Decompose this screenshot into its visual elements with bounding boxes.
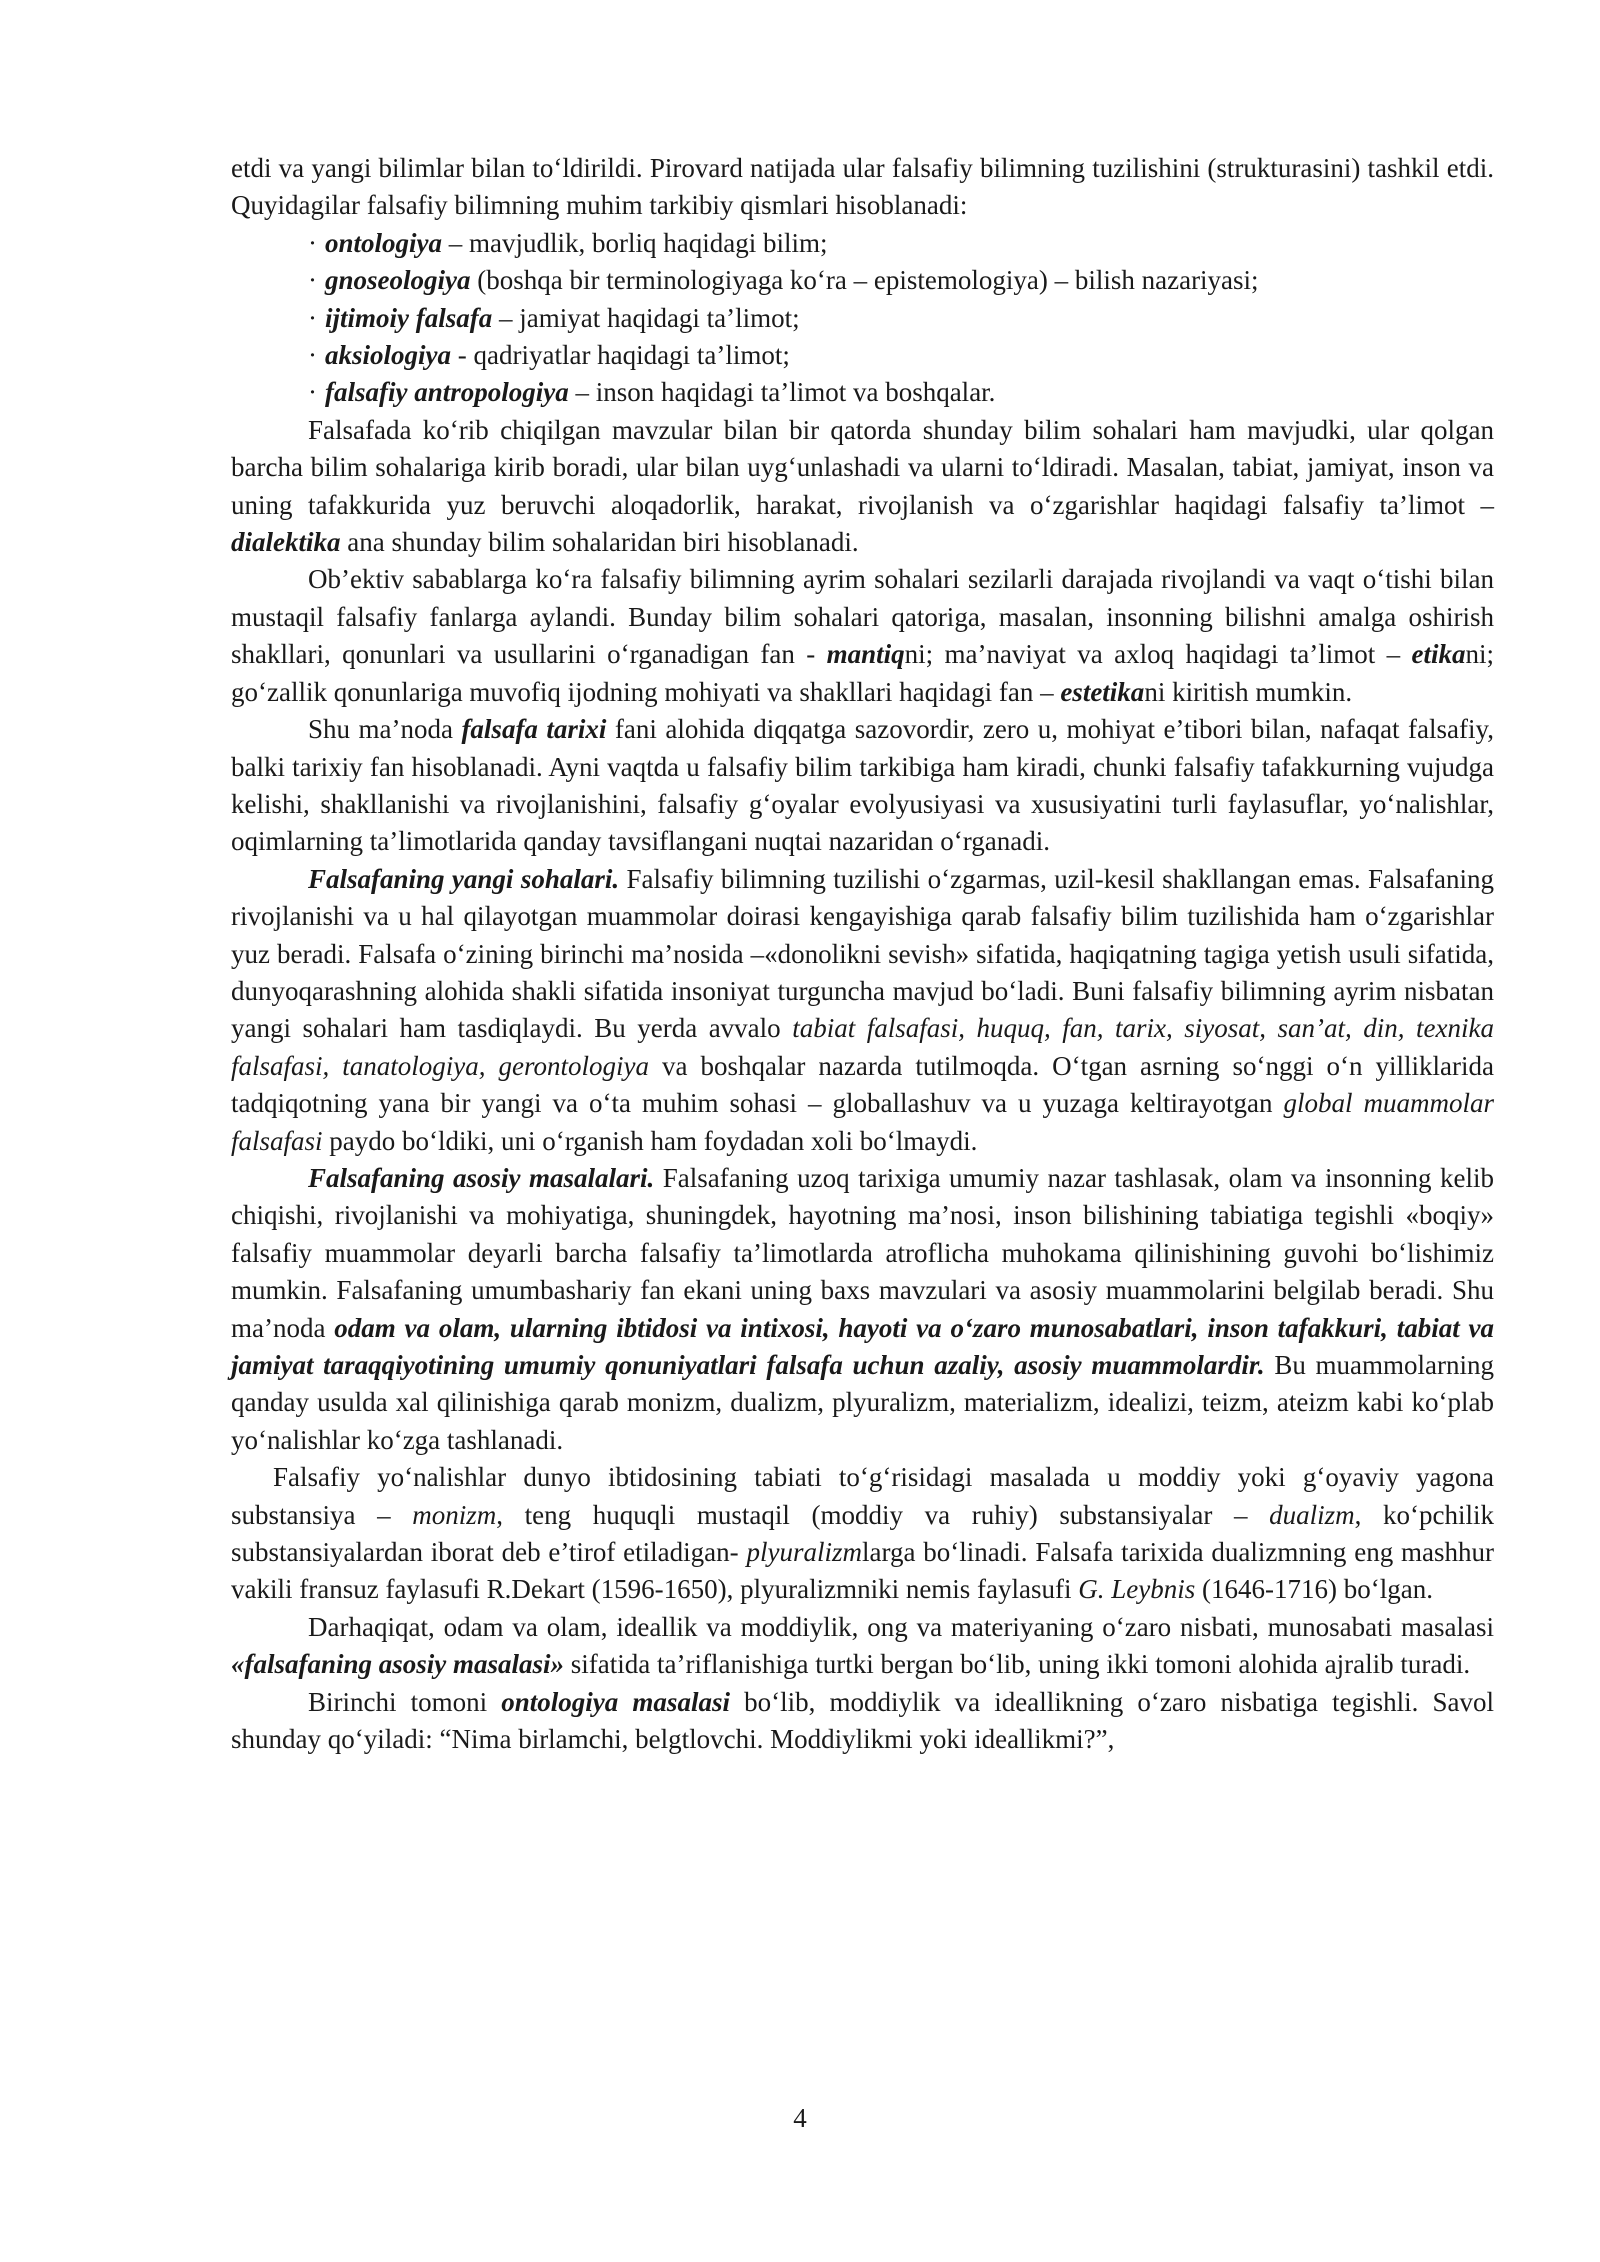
term-dualizm: dualizm [1269, 1499, 1355, 1530]
knowledge-components-list [231, 225, 1494, 412]
paragraph-history-of-philosophy: Shu ma’noda falsafa tarixi fani alohida diqqatga sazovordir, zero u, mohiyat e’tibori bilan, nafaqat falsafiy, balki tarixiy fan hisoblanadi. Ayni vaqtda u falsafiy bilim tarkibiga ham kiradi, chunki falsafiy tafakkurning vujudga kelishi, shakllanishi va rivojlanishini, falsafiy g‘oyalar evolyusiyasi va xususiyatini turli faylasuflar, yo‘nalishlar, oqimlarning ta’limotlarida qanday tavsiflangani nuqtai nazaridan o‘rganadi. [231, 714, 1494, 857]
page-number: 4 [793, 2103, 807, 2133]
list-item: · falsafiy antropologiya – inson haqidagi ta’limot va boshqalar. [308, 377, 996, 408]
term-plyuralizm: plyuralizm [746, 1537, 862, 1568]
list-term: gnoseologiya [325, 265, 471, 296]
bullet-dot: · [308, 265, 317, 296]
term-basic-question: «falsafaning asosiy masalasi» [231, 1649, 565, 1680]
list-item: · ontologiya – mavjudlik, borliq haqidagi bilim; [308, 227, 828, 258]
name-leybnis: G. Leybnis [1078, 1574, 1196, 1605]
paragraph-basic-question: Darhaqiqat, odam va olam, ideallik va moddiylik, ong va materiyaning o‘zaro nisbati, munosabati masalasi «falsafaning asosiy masalasi» sifatida ta’riflanishiga turtki bergan bo‘lib, uning ikki tomoni alohida ajralib turadi. [231, 1611, 1494, 1680]
list-term: falsafiy antropologiya [325, 377, 569, 408]
term-mantiq: mantiq [826, 639, 905, 670]
paragraph-new-fields: Falsafaning yangi sohalari. Falsafiy bilimning tuzilishi o‘zgarmas, uzil-kesil shakllangan emas. Falsafaning rivojlanishi va u hal qilayotgan muammolar doirasi kengayishiga qarab falsafiy bilim tuzilishida ham o‘zgarishlar yuz beradi. Falsafa o‘zining birinchi ma’nosida –«donolikni sevish» sifatida, haqiqatning tagiga yetish usuli sifatida, dunyoqarashning alohida shakli sifatida insoniyat turguncha mavjud bo‘ladi. Buni falsafiy bilimning ayrim nisbatan yangi sohalari ham tasdiqlaydi. Bu yerda avvalo tabiat falsafasi, huquq, fan, tarix, siyosat, san’at, din, texnika falsafasi, tanatologiya, gerontologiya va boshqalar nazarda tutilmoqda. O‘tgan asrning so‘nggi o‘n yilliklarida tadqiqotning yana bir yangi va o‘ta muhim sohasi – globallashuv va u yuzaga keltirayotgan global muammolar falsafasi paydo bo‘ldiki, uni o‘rganish ham foydadan xoli bo‘lmaydi. [231, 863, 1494, 1156]
term-monizm: monizm [412, 1499, 497, 1530]
paragraph-directions: Falsafiy yo‘nalishlar dunyo ibtidosining tabiati to‘g‘risidagi masalada u moddiy yoki g‘oyaviy yagona substansiya – monizm, teng huquqli mustaqil (moddiy va ruhiy) substansiyalar – dualizm, ko‘pchilik substansiyalardan iborat deb e’tirof etiladigan- plyuralizmlarga bo‘linadi. Falsafa tarixida dualizmning eng mashhur vakili fransuz faylasufi R.Dekart (1596-1650), plyuralizmniki nemis faylasufi G. Leybnis (1646-1716) bo‘lgan. [231, 1462, 1495, 1605]
bullet-dot: · [308, 340, 317, 371]
term-etika: etika [1411, 639, 1466, 670]
italic-global-problems: global muammolar falsafasi [231, 1088, 1494, 1156]
list-term: aksiologiya [325, 340, 451, 371]
paragraph-disciplines: Ob’ektiv sabablarga ko‘ra falsafiy bilimning ayrim sohalari sezilarli darajada rivojlandi va vaqt o‘tishi bilan mustaqil falsafiy fanlarga aylandi. Bunday bilim sohalari qatoriga, masalan, insonning bilishni amalga oshirish shakllari, qonunlari va usullarini o‘rganadigan fan - mantiqni; ma’naviyat va axloq haqidagi ta’limot – etikani; go‘zallik qonunlariga muvofiq ijodning mohiyati va shakllari haqidagi fan – estetikani kiritish mumkin. [231, 564, 1494, 707]
list-term: ijtimoiy falsafa [325, 302, 493, 333]
term-dialektika: dialektika [231, 527, 341, 558]
italic-fields-list: tabiat falsafasi, huquq, fan, tarix, siyosat, san’at, din, texnika falsafasi, tanatologiya, gerontologiya [231, 1013, 1494, 1081]
bullet-dot: · [308, 377, 317, 408]
list-item: · ijtimoiy falsafa – jamiyat haqidagi ta’limot; [308, 302, 800, 333]
section-heading-new-fields: Falsafaning yangi sohalari. [308, 863, 620, 894]
list-item: · gnoseologiya (boshqa bir terminologiyaga ko‘ra – epistemologiya) – bilish nazariyasi; [308, 265, 1259, 296]
paragraph-main-questions: Falsafaning asosiy masalalari. Falsafaning uzoq tarixiga umumiy nazar tashlasak, olam va insonning kelib chiqishi, rivojlanishi va mohiyatiga, shuningdek, hayotning ma’nosi, inson bilishining tabiatiga tegishli «boqiy» falsafiy muammolar deyarli barcha falsafiy ta’limotlarda atroflicha muhokama qilinishining guvohi bo‘lishimiz mumkin. Falsafaning umumbashariy fan ekani uning baxs mavzulari va asosiy muammolarini belgilab beradi. Shu ma’noda odam va olam, ularning ibtidosi va intixosi, hayoti va o‘zaro munosabatlari, inson tafakkuri, tabiat va jamiyat taraqqiyotining umumiy qonuniyatlari falsafa uchun azaliy, asosiy muammolardir. Bu muammolarning qanday usulda xal qilinishiga qarab monizm, dualizm, plyuralizm, materializm, idealizi, teizm, ateizm kabi ko‘plab yo‘nalishlar ko‘zga tashlanadi. [231, 1162, 1495, 1455]
list-term: ontologiya [325, 227, 443, 258]
paragraph-dialectics: Falsafada ko‘rib chiqilgan mavzular bilan bir qatorda shunday bilim sohalari ham mavjudki, ular qolgan barcha bilim sohalariga kirib boradi, ular bilan uyg‘unlashadi va ularni to‘ldiradi. Masalan, tabiat, jamiyat, inson va uning tafakkurida yuz beruvchi aloqadorlik, harakat, rivojlanish va o‘zgarishlar haqidagi falsafiy ta’limot – dialektika ana shunday bilim sohalaridan biri hisoblanadi. [231, 414, 1494, 558]
term-falsafa-tarixi: falsafa tarixi [461, 714, 607, 745]
paragraph-intro: etdi va yangi bilimlar bilan to‘ldirildi. Pirovard natijada ular falsafiy bilimning tuzilishini (strukturasini) tashkil etdi. Quyidagilar falsafiy bilimning muhim tarkibiy qismlari hisoblanadi: [231, 153, 1494, 221]
section-heading-main-questions: Falsafaning asosiy masalalari. [308, 1162, 655, 1193]
list-item: · aksiologiya - qadriyatlar haqidagi ta’limot; [308, 340, 790, 371]
document-page [231, 150, 1494, 1758]
term-estetika: estetika [1060, 676, 1145, 707]
bullet-dot: · [308, 302, 317, 333]
emphasis-main-problems: odam va olam, ularning ibtidosi va intixosi, hayoti va o‘zaro munosabatlari, inson tafakkuri, tabiat va jamiyat taraqqiyotining umumiy qonuniyatlari falsafa uchun azaliy, asosiy muammolardir. [231, 1312, 1494, 1380]
term-ontologiya-masalasi: ontologiya masalasi [501, 1686, 730, 1717]
bullet-dot: · [308, 227, 317, 258]
paragraph-ontology-question: Birinchi tomoni ontologiya masalasi bo‘lib, moddiylik va ideallikning o‘zaro nisbatiga tegishli. Savol shunday qo‘yiladi: “Nima birlamchi, belgtlovchi. Moddiylikmi yoki ideallikmi?”, [231, 1686, 1494, 1755]
